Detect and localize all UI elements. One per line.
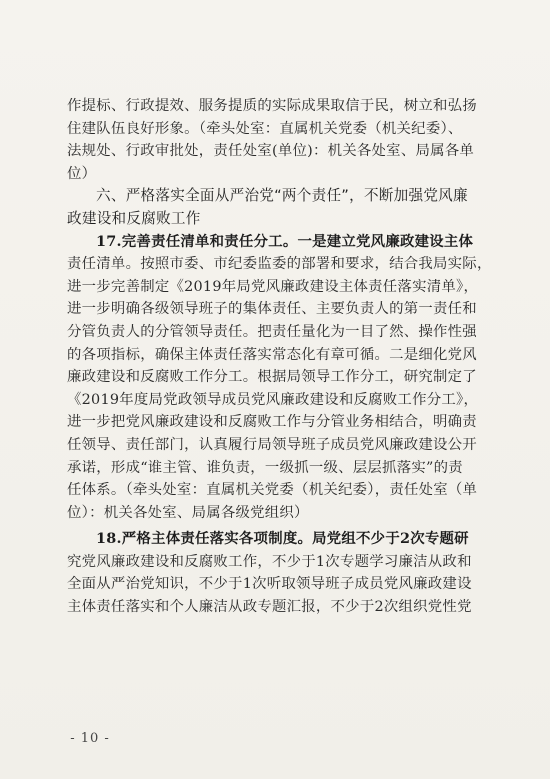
text-line: 位）：机关各处室、局属各级党组织） — [67, 504, 309, 521]
text-line: 位） — [67, 165, 97, 182]
page-number: - 10 - — [70, 731, 110, 746]
text-line: 作提标、行政提效、服务提质的实际成果取信于民，树立和弘扬 — [67, 98, 477, 114]
item-17-line-0: 17.完善责任清单和责任分工。一是建立党风廉政建设主体 — [96, 232, 474, 250]
item-18-line-0: 18.严格主体责任落实各项制度。局党组不少于2次专题研 — [96, 530, 469, 548]
text-line: 法规处、行政审批处，责任处室(单位)：机关各处室、局属各单 — [67, 143, 475, 160]
text-line: 任领导、责任部门，认真履行局领导班子成员党风廉政建设公开 — [67, 436, 477, 453]
item-17-title-line — [67, 231, 482, 254]
text-line: 承诺，形成“谁主管、谁负责，一级抓一级、层层抓落实”的责 — [67, 459, 463, 476]
text-line: 《2019年度局党政领导成员党风廉政建设和反腐败工作分工》， — [67, 391, 479, 408]
text-line: 进一步明确各级领导班子的集体责任、主要负责人的第一责任和 — [67, 301, 477, 318]
text-line: 全面从严治党知识，不少于1次听取领导班子成员党风廉政建设 — [67, 576, 472, 593]
text-line: 责任清单。按照市委、市纪委监委的部署和要求，结合我局实际， — [67, 256, 492, 273]
text-line: 进一步把党风廉政建设和反腐败工作与分管业务相结合，明确责 — [67, 414, 477, 431]
page-body — [67, 95, 492, 619]
text-line: 廉政建设和反腐败工作分工。根据局领导工作分工，研究制定了 — [67, 369, 477, 386]
text-line: 主体责任落实和个人廉洁从政专题汇报，不少于2次组织党性党 — [67, 599, 472, 616]
text-line: 的各项指标，确保主体责任落实常态化有章可循。二是细化党风 — [67, 346, 477, 363]
item-18-title-line — [67, 528, 482, 551]
section-heading: 六、严格落实全面从严治党“两个责任”，不断加强党风廉 — [96, 187, 468, 205]
text-line: 进一步完善制定《2019年局党风廉政建设主体责任落实清单》， — [67, 278, 479, 295]
text-line: 究党风廉政建设和反腐败工作，不少于1次专题学习廉洁从政和 — [67, 553, 472, 570]
text-line: 任体系。（牵头处室：直属机关党委（机关纪委），责任处室（单 — [67, 482, 478, 499]
text-line: 住建队伍良好形象。（牵头处室：直属机关党委（机关纪委）、 — [67, 120, 463, 137]
text-line: 分管负责人的分管领导责任。把责任量化为一目了然、操作性强 — [67, 323, 477, 340]
section-heading-continued: 政建设和反腐败工作 — [67, 209, 201, 227]
